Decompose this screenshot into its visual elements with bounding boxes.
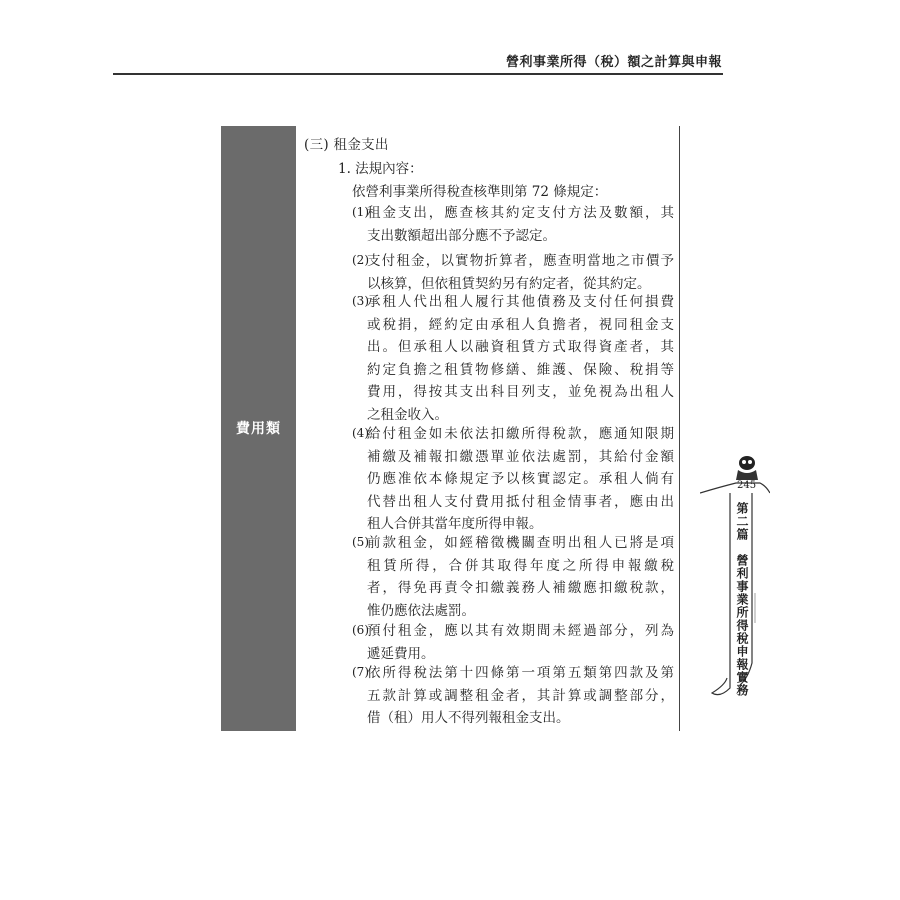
sub-title: 1. 法規內容： xyxy=(338,161,423,177)
running-head: 營利事業所得（稅）額之計算與申報 xyxy=(505,55,722,70)
item-line: 之租金收入。 xyxy=(367,406,448,423)
item-line: 補繳及補報扣繳憑單並依法處罰，其給付金額 xyxy=(367,448,674,465)
item-line: 者，得免再責令扣繳義務人補繳應扣繳稅款， xyxy=(367,580,674,596)
list-item xyxy=(352,423,674,536)
cartoon-figure-icon xyxy=(736,456,758,480)
item-number: (5) xyxy=(352,535,369,549)
item-number: (6) xyxy=(352,623,369,637)
side-tab-part: 第二篇 xyxy=(735,502,749,541)
intro-text: 依營利事業所得稅查核準則第 72 條規定： xyxy=(352,184,608,200)
item-line: 給付租金如未依法扣繳所得稅款，應通知限期 xyxy=(367,426,674,442)
item-line: 費用，得按其支出科目列支，並免視為出租人 xyxy=(367,384,674,400)
item-line: 出。但承租人以融資租賃方式取得資產者，其 xyxy=(367,339,674,355)
item-line: 借（租）用人不得列報租金支出。 xyxy=(367,710,570,726)
list-item xyxy=(352,620,674,665)
item-line: 租賃所得，合併其取得年度之所得申報繳稅 xyxy=(367,557,674,574)
list-item xyxy=(352,291,674,426)
item-line: 支出數額超出部分應不予認定。 xyxy=(367,227,556,244)
list-item xyxy=(352,532,674,622)
item-line: 遞延費用。 xyxy=(367,645,435,662)
item-line: 前款租金，如經稽徵機關查明出租人已將是項 xyxy=(367,535,674,551)
item-line: 依所得稅法第十四條第一項第五類第四款及第 xyxy=(367,665,674,681)
item-line: 或稅捐，經約定由承租人負擔者，視同租金支 xyxy=(367,316,674,333)
item-number: (4) xyxy=(352,426,369,440)
item-line: 租人合併其當年度所得申報。 xyxy=(367,516,543,532)
item-line: 仍應准依本條規定予以核實認定。承租人倘有 xyxy=(367,471,674,487)
category-label: 費用類 xyxy=(236,421,281,437)
page-number: 245 xyxy=(737,480,757,491)
content-area xyxy=(296,126,676,731)
list-item xyxy=(352,662,674,730)
list-item xyxy=(352,250,674,295)
item-line: 代替出租人支付費用抵付租金情事者，應由出 xyxy=(367,493,674,510)
item-line: 承租人代出租人履行其他債務及支付任何損費 xyxy=(367,294,674,310)
header-rule xyxy=(113,73,723,75)
item-number: (2) xyxy=(352,253,369,267)
item-line: 五款計算或調整租金者，其計算或調整部分， xyxy=(367,687,674,704)
section-title: (三) 租金支出 xyxy=(304,137,389,153)
item-number: (3) xyxy=(352,294,369,308)
item-line: 租金支出，應查核其約定支付方法及數額，其 xyxy=(367,205,674,221)
item-line: 支付租金，以實物折算者，應查明當地之市價予 xyxy=(367,253,674,269)
item-line: 預付租金，應以其有效期間未經過部分，列為 xyxy=(367,623,674,639)
item-number: (7) xyxy=(352,665,369,679)
side-tab-text xyxy=(734,502,750,697)
item-line: 約定負擔之租賃物修繕、維護、保險、稅捐等 xyxy=(367,361,674,378)
side-tab-title: 營利事業所得稅申報實務 xyxy=(735,554,749,698)
list-item xyxy=(352,202,674,247)
item-line: 以核算，但依租賃契約另有約定者，從其約定。 xyxy=(367,275,651,292)
item-line: 惟仍應依法處罰。 xyxy=(367,602,475,619)
item-number: (1) xyxy=(352,205,369,219)
content-right-rule xyxy=(679,126,680,731)
